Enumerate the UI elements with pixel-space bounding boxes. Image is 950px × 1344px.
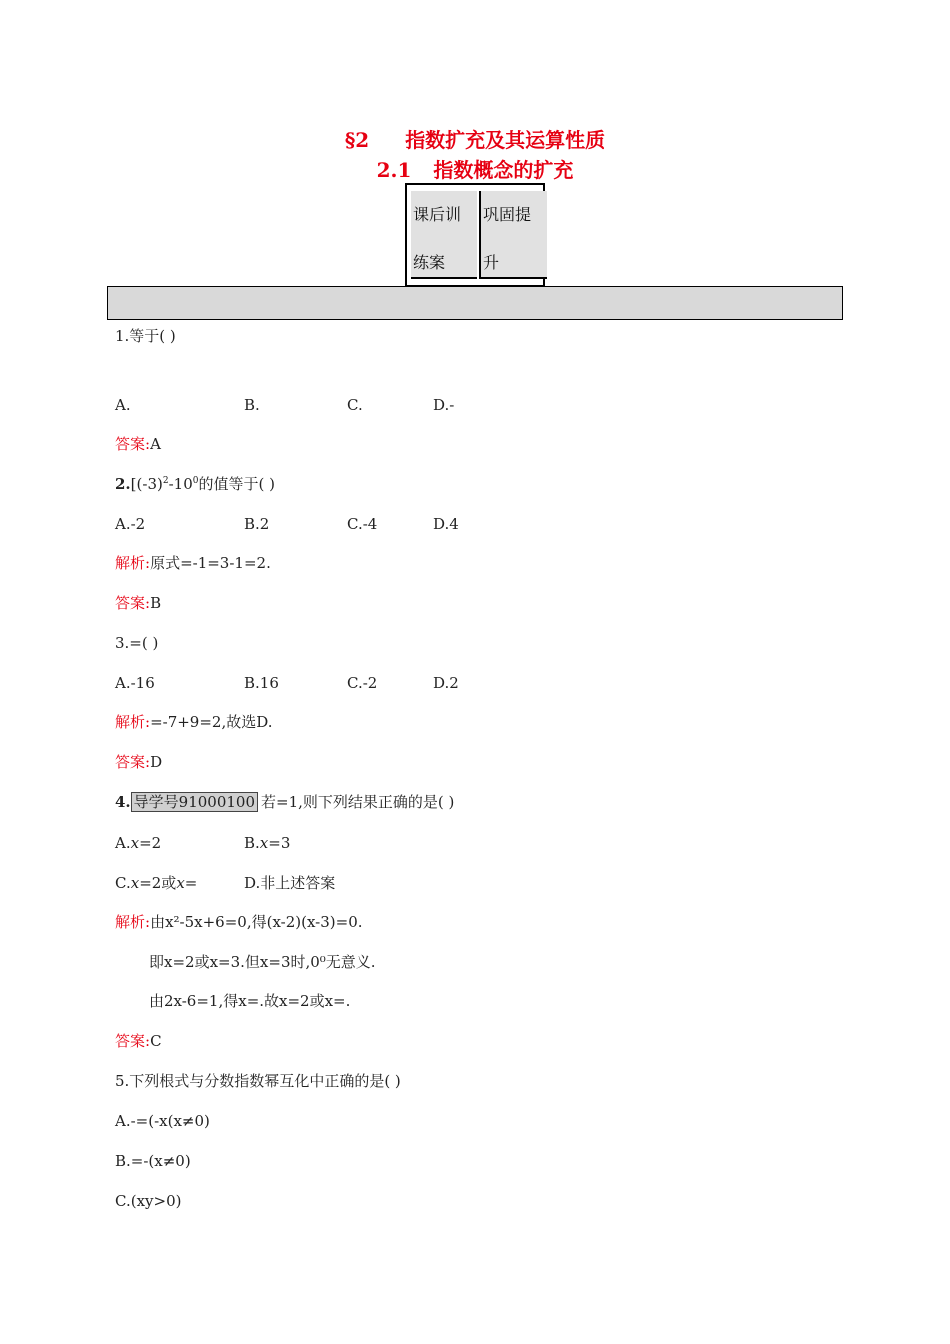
question-number: 2. (115, 475, 131, 493)
q2-analysis (115, 553, 271, 573)
guide-number-tag[interactable]: 导学号91000100 (131, 792, 258, 812)
q3-option-b: B.16 (244, 674, 279, 692)
q4-option-c (115, 873, 197, 893)
q2-option-c: C.-4 (347, 515, 378, 533)
q4-answer (115, 1031, 162, 1051)
q4-option-a (115, 833, 161, 853)
analysis-label: 解析: (115, 554, 151, 572)
tab-cell-homework (411, 191, 477, 279)
answer-label: 答案: (115, 1032, 151, 1050)
subsection-number: 2.1 (376, 158, 412, 182)
option-rest: =3 (268, 834, 291, 852)
analysis-text: 由x²-5x+6=0,得(x-2)(x-3)=0. (150, 913, 363, 931)
section-number: §2 (344, 128, 370, 152)
answer-value: B (150, 594, 162, 612)
exponent: 0 (192, 476, 199, 486)
q4-analysis-line2: 即x=2或x=3.但x=3时,0⁰无意义. (149, 953, 376, 971)
q3-option-c: C.-2 (347, 674, 378, 692)
subsection-title-text: 指数概念的扩充 (433, 158, 574, 182)
stem-part: [(-3) (130, 475, 163, 493)
variable: x (176, 874, 185, 892)
question-3-stem (115, 633, 158, 653)
category-tab (405, 183, 545, 287)
answer-value: D (150, 753, 163, 771)
option-prefix: A. (115, 834, 131, 852)
variable: x (259, 834, 269, 852)
section-title (0, 128, 950, 152)
section-title-text: 指数扩充及其运算性质 (405, 128, 606, 152)
exponent: 2 (162, 476, 169, 486)
stem-part: 的值等于( ) (198, 475, 275, 493)
q4-option-b (244, 833, 290, 853)
q2-answer (115, 593, 161, 613)
q4-analysis-line1 (115, 912, 363, 932)
section-band (107, 286, 843, 320)
q2-option-d: D.4 (433, 515, 459, 533)
tab-cell-text: 巩固提 (483, 205, 532, 224)
variable: x (130, 834, 140, 852)
subsection-title (0, 158, 950, 182)
option-mid: =2或 (139, 874, 177, 892)
q1-option-a: A. (115, 396, 131, 414)
question-text: 若=1,则下列结果正确的是( ) (261, 793, 455, 811)
q3-option-d: D.2 (433, 674, 459, 692)
q1-option-b: B. (244, 396, 260, 414)
analysis-label: 解析: (115, 913, 151, 931)
tab-cell-consolidation (479, 191, 547, 279)
q1-answer (115, 434, 161, 454)
variable: x (130, 874, 140, 892)
answer-label: 答案: (115, 435, 151, 453)
answer-label: 答案: (115, 753, 151, 771)
q5-option-c: C.(xy>0) (115, 1192, 182, 1210)
analysis-text: 原式=-1=3-1=2. (150, 554, 271, 572)
q4-analysis-line3: 由2x-6=1,得x=.故x=2或x=. (149, 992, 351, 1010)
option-prefix: B. (244, 834, 260, 852)
tab-cell-text: 练案 (413, 253, 446, 272)
question-5-stem (115, 1071, 401, 1091)
question-4-stem (115, 792, 454, 812)
answer-value: C (150, 1032, 162, 1050)
question-text: 3.=( ) (115, 634, 159, 652)
option-rest: = (184, 874, 198, 892)
question-2-stem (115, 474, 275, 494)
q3-answer (115, 752, 162, 772)
q5-option-a: A.-=(-x(x≠0) (115, 1112, 210, 1130)
analysis-label: 解析: (115, 713, 151, 731)
question-number: 4. (115, 793, 131, 811)
q2-option-a: A.-2 (115, 515, 146, 533)
q1-option-c: C. (347, 396, 363, 414)
option-rest: =2 (139, 834, 162, 852)
q3-analysis (115, 712, 273, 732)
q3-option-a: A.-16 (115, 674, 155, 692)
q2-option-b: B.2 (244, 515, 270, 533)
answer-value: A (150, 435, 161, 453)
option-prefix: C. (115, 874, 131, 892)
stem-part: -10 (168, 475, 193, 493)
tab-cell-text: 课后训 (413, 205, 462, 224)
tab-cell-text: 升 (483, 253, 500, 272)
question-text: 5.下列根式与分数指数幂互化中正确的是( ) (115, 1072, 401, 1090)
question-text: 1.等于( ) (115, 327, 176, 345)
q4-option-d: D.非上述答案 (244, 874, 336, 892)
question-1-stem (115, 326, 176, 346)
q5-option-b: B.=-(x≠0) (115, 1152, 191, 1170)
q1-option-d: D.- (433, 396, 455, 414)
analysis-text: =-7+9=2,故选D. (150, 713, 273, 731)
answer-label: 答案: (115, 594, 151, 612)
